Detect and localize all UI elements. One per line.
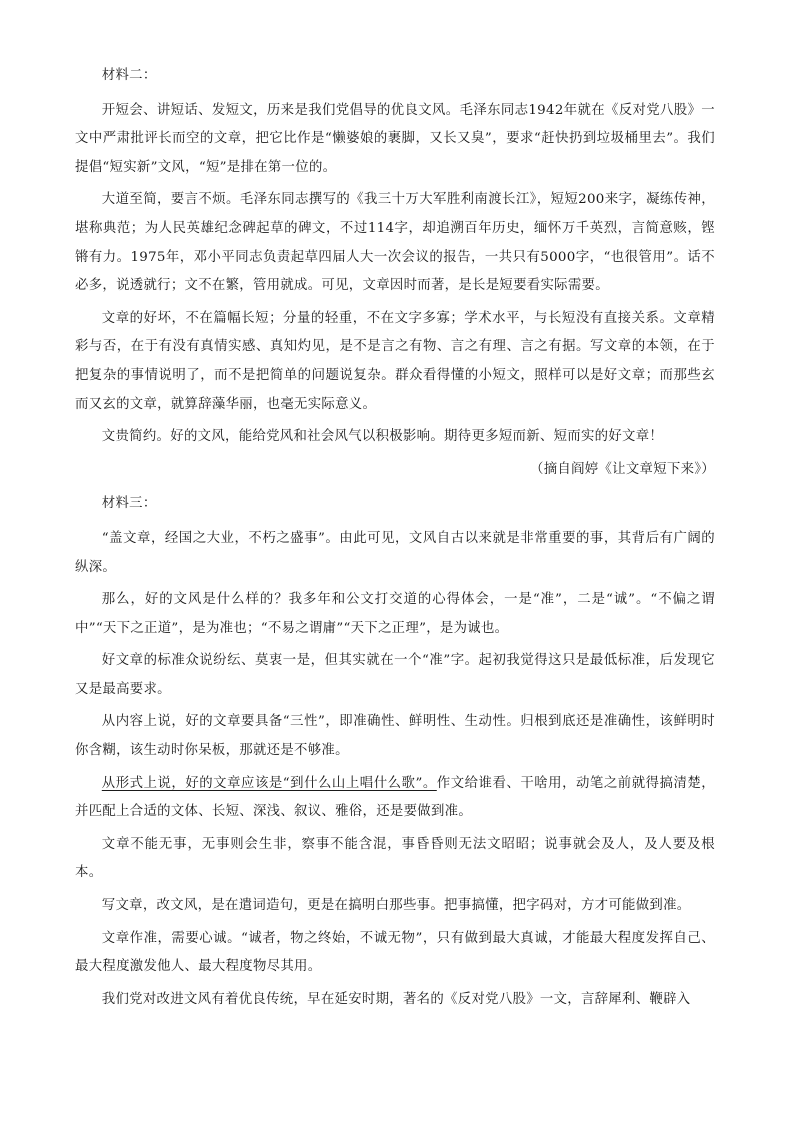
material-3-paragraph-9: 我们党对改进文风有着优良传统，早在延安时期，著名的《反对党八股》一文，言辞犀利、鞭辟入 (101, 991, 691, 1007)
material-2-heading: 材料二： (101, 68, 157, 83)
material-2-paragraph-1: 开短会、讲短话、发短文，历来是我们党倡导的优良文风。毛泽东同志1942年就在《反对党八股》一文中严肃批评长而空的文章，把它比作是“懒婆娘的裹脚，又长又臭”，要求“赶快扔到垃圾桶里去”。我们提倡“短实新”文风，“短”是排在第一位的。 (75, 102, 715, 175)
material-3-paragraph-6: 文章不能无事，无事则会生非，察事不能含混，事昏昏则无法文昭昭；说事就会及人，及人要及根本。 (75, 836, 715, 881)
material-3-heading: 材料三： (101, 496, 157, 512)
material-3-paragraph-2: 那么，好的文风是什么样的？我多年和公文打交道的心得体会，一是“准”，二是“诚”。“不偏之谓中”“天下之正道”，是为准也；“不易之谓庸”“天下之正理”，是为诚也。 (75, 592, 715, 636)
material-3-paragraph-1: “盖文章，经国之大业，不朽之盛事”。由此可见，文风自古以来就是非常重要的事，其背后有广阔的纵深。 (75, 530, 715, 575)
material-2-paragraph-3: 文章的好坏，不在篇幅长短；分量的轻重，不在文字多寡；学术水平，与长短没有直接关系。文章精彩与否，在于有没有真情实感、真知灼见，是不是言之有物、言之有理、言之有据。写文章的本领，在于把复杂的事情说明了，而不是把简单的问题说复杂。群众看得懂的小短文，照样可以是好文章；而那些玄而又玄的文章，就算辞藻华丽，也毫无实际意义。 (75, 310, 715, 412)
material-3-paragraph-8: 文章作准，需要心诚。“诚者，物之终始，不诚无物”，只有做到最大真诚，才能最大程度发挥自己、最大程度激发他人、最大程度物尽其用。 (75, 930, 715, 975)
material-2-source: （摘自阎婷《让文章短下来》） (530, 461, 715, 477)
material-3-paragraph-3: 好文章的标准众说纷纭、莫衷一是，但其实就在一个“准”字。起初我觉得这只是最低标准，后发现它又是最高要求。 (75, 653, 715, 697)
material-3-paragraph-7: 写文章，改文风，是在遣词造句，更是在搞明白那些事。把事搞懂，把字码对，方才可能做到准。 (101, 898, 691, 914)
paragraph-5-rest: 作文给谁看、干啥用，动笔之前就得搞清楚，并匹配上合适的文体、长短、深浅、叙议、雅俗，还是要做到准。 (75, 775, 715, 820)
document-page (75, 62, 715, 1018)
material-2-paragraph-2: 大道至简，要言不烦。毛泽东同志撰写的《我三十万大军胜利南渡长江》，短短200来字，凝练传神，堪称典范；为人民英雄纪念碑起草的碑文，不过114字，却追溯百年历史，缅怀万千英烈，言简意赅，铿锵有力。1975年，邓小平同志负责起草四届人大一次会议的报告，一共只有5000字，“也很管用”。话不必多，说透就行；文不在繁，管用就成。可见，文章因时而著，是长是短要看实际需要。 (75, 192, 715, 294)
material-3-paragraph-5 (75, 770, 715, 827)
material-2-paragraph-4: 文贵简约。好的文风，能给党风和社会风气以积极影响。期待更多短而新、短而实的好文章！ (101, 429, 664, 445)
underlined-sentence: 从形式上说，好的文章应该是“到什么山上唱什么歌”。 (101, 775, 437, 791)
material-3-paragraph-4: 从内容上说，好的文章要具备“三性”，即准确性、鲜明性、生动性。归根到底还是准确性，该鲜明时你含糊，该生动时你呆板，那就还是不够准。 (75, 714, 715, 759)
